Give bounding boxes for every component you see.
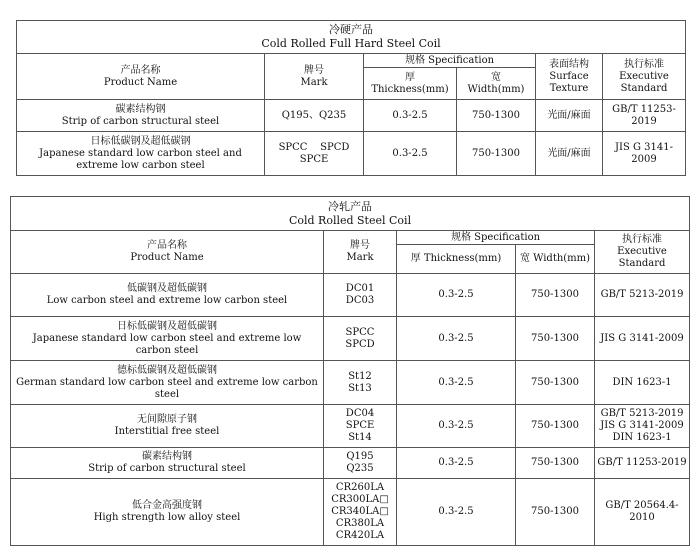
- header-mark: 牌号 Mark: [265, 54, 364, 100]
- product-name: 低合金高强度钢 High strength low alloy steel: [11, 479, 324, 546]
- width-cell: 750-1300: [516, 361, 595, 405]
- header-thickness: 厚 Thickness(mm): [397, 245, 516, 274]
- mark-cell: DC04 SPCE St14: [324, 405, 397, 448]
- width-cell: 750-1300: [516, 274, 595, 317]
- surface-cell: 光面/麻面: [536, 100, 603, 132]
- width-cell: 750-1300: [516, 405, 595, 448]
- product-name: 德标低碳钢及超低碳钢 German standard low carbon steel and extreme low carbon steel: [11, 361, 324, 405]
- table-row: [11, 405, 690, 448]
- thickness-cell: 0.3-2.5: [364, 132, 457, 176]
- thickness-cell: 0.3-2.5: [397, 361, 516, 405]
- product-name: 日标低碳钢及超低碳钢 Japanese standard low carbon steel and extreme low carbon steel: [11, 317, 324, 361]
- mark-cell: Q195、Q235: [265, 100, 364, 132]
- header-width: 宽 Width(mm): [457, 68, 536, 100]
- cold-rolled-table: [10, 196, 690, 546]
- thickness-cell: 0.3-2.5: [397, 274, 516, 317]
- width-cell: 750-1300: [457, 100, 536, 132]
- mark-cell: Q195 Q235: [324, 448, 397, 479]
- full-hard-table: [16, 20, 686, 176]
- header-standard: 执行标准 Executive Standard: [603, 54, 686, 100]
- standard-cell: GB/T 20564.4- 2010: [595, 479, 690, 546]
- mark-cell: SPCC SPCD SPCE: [265, 132, 364, 176]
- width-cell: 750-1300: [516, 479, 595, 546]
- header-product-name: 产品名称 Product Name: [11, 231, 324, 274]
- standard-cell: JIS G 3141- 2009: [603, 132, 686, 176]
- thickness-cell: 0.3-2.5: [397, 448, 516, 479]
- surface-cell: 光面/麻面: [536, 132, 603, 176]
- standard-cell: GB/T 5213-2019: [595, 274, 690, 317]
- header-surface: 表面结构 Surface Texture: [536, 54, 603, 100]
- header-specification: 规格 Specification: [364, 54, 536, 68]
- table-title: 冷轧产品 Cold Rolled Steel Coil: [11, 197, 690, 231]
- thickness-cell: 0.3-2.5: [397, 405, 516, 448]
- mark-cell: St12 St13: [324, 361, 397, 405]
- width-cell: 750-1300: [516, 448, 595, 479]
- table-title: 冷硬产品 Cold Rolled Full Hard Steel Coil: [17, 21, 686, 54]
- mark-cell: DC01 DC03: [324, 274, 397, 317]
- product-name: 低碳钢及超低碳钢 Low carbon steel and extreme low carbon steel: [11, 274, 324, 317]
- table-row: [17, 100, 686, 132]
- mark-cell: SPCC SPCD: [324, 317, 397, 361]
- product-name: 碳素结构钢 Strip of carbon structural steel: [11, 448, 324, 479]
- table-row: [11, 274, 690, 317]
- standard-cell: JIS G 3141-2009: [595, 317, 690, 361]
- mark-cell: CR260LA CR300LA□ CR340LA□ CR380LA CR420LA: [324, 479, 397, 546]
- thickness-cell: 0.3-2.5: [397, 317, 516, 361]
- standard-cell: GB/T 5213-2019 JIS G 3141-2009 DIN 1623-1: [595, 405, 690, 448]
- thickness-cell: 0.3-2.5: [364, 100, 457, 132]
- standard-cell: DIN 1623-1: [595, 361, 690, 405]
- width-cell: 750-1300: [516, 317, 595, 361]
- table-row: [11, 361, 690, 405]
- standard-cell: GB/T 11253-2019: [595, 448, 690, 479]
- table-row: [11, 479, 690, 546]
- table-row: [17, 132, 686, 176]
- header-thickness: 厚 Thickness(mm): [364, 68, 457, 100]
- header-specification: 规格 Specification: [397, 231, 595, 245]
- header-mark: 牌号 Mark: [324, 231, 397, 274]
- table-row: [11, 448, 690, 479]
- header-width: 宽 Width(mm): [516, 245, 595, 274]
- width-cell: 750-1300: [457, 132, 536, 176]
- standard-cell: GB/T 11253- 2019: [603, 100, 686, 132]
- header-standard: 执行标准 Executive Standard: [595, 231, 690, 274]
- thickness-cell: 0.3-2.5: [397, 479, 516, 546]
- product-name: 无间隙原子钢 Interstitial free steel: [11, 405, 324, 448]
- header-product-name: 产品名称 Product Name: [17, 54, 265, 100]
- table-row: [11, 317, 690, 361]
- product-name: 碳素结构钢 Strip of carbon structural steel: [17, 100, 265, 132]
- product-name: 日标低碳钢及超低碳钢 Japanese standard low carbon steel and extreme low carbon steel: [17, 132, 265, 176]
